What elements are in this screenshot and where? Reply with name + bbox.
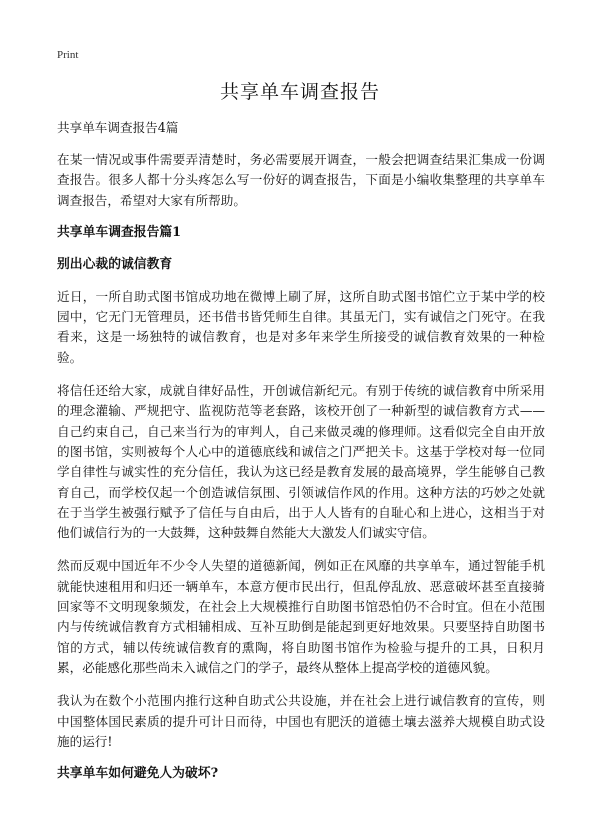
body-paragraph-2: 将信任还给大家，成就自律好品性，开创诚信新纪元。有别于传统的诚信教育中所采用的理念灌输、严规把守、监视防范等老套路，该校开创了一种新型的诚信教育方式——自己约束自己，自己来当行为的审判人，自己来做灵魂的修理师。这看似完全自由开放的图书馆，实则被每个人心中的道德底线和诚信之门严把关卡。这基于学校对每一位同学自律性与诚实性的充分信任，我认为这已经是教育发展的最高境界，学生能够自己教育自己，而学校仅起一个创造诚信氛围、引领诚信作风的作用。这种方法的巧妙之处就在于当学生被强行赋予了信任与自由后，出于人人皆有的自耻心和上进心，这相当于对他们诚信行为的一大鼓舞，这种鼓舞自然能大大激发人们诚实守信。 <box>57 383 545 541</box>
document-subtitle: 共享单车调查报告4篇 <box>57 120 179 135</box>
body-paragraph-1: 近日，一所自助式图书馆成功地在微博上刷了屏，这所自助式图书馆伫立于某中学的校园中，它无门无管理员，还书借书皆凭师生自律。其虽无门，实有诚信之门死守。在我看来，这是一场独特的诚信教育，也是对多年来学生所接受的诚信教育效果的一种检验。 <box>57 288 545 365</box>
document-body <box>57 118 545 784</box>
section-2-heading: 共享单车如何避免人为破坏? <box>57 766 219 782</box>
document-title: 共享单车调查报告 <box>219 81 380 103</box>
print-link[interactable]: Print <box>57 49 79 61</box>
section-1-heading: 共享单车调查报告篇1 <box>57 224 182 240</box>
body-paragraph-3: 然而反观中国近年不少令人失望的道德新闻，例如正在风靡的共享单车，通过智能手机就能快速租用和归还一辆单车，本意方便市民出行，但乱停乱放、恶意破坏甚至直接骑回家等不文明现象频发，在社会上大规模推行自助图书馆恐怕仍不合时宜。但在小范围内与传统诚信教育方式相辅相成、互补互助倒是能起到更好地效果。只要坚持自助图书馆的方式，辅以传统诚信教育的熏陶，将自助图书馆作为检验与提升的工具，日积月累，必能感化那些尚未入诚信之门的学子，最终从整体上提高学校的道德风貌。 <box>57 558 545 675</box>
section-1-subheading: 别出心裁的诚信教育 <box>57 256 173 272</box>
intro-paragraph: 在某一情况或事件需要弄清楚时，务必需要展开调查，一般会把调查结果汇集成一份调查报告。很多人都十分头疼怎么写一份好的调查报告，下面是小编收集整理的共享单车调查报告，希望对大家有所帮助。 <box>57 152 545 208</box>
body-paragraph-4: 我认为在数个小范围内推行这种自助式公共设施，并在社会上进行诚信教育的宣传，则中国整体国民素质的提升可计日而待，中国也有肥沃的道德土壤去滋养大规模自助式设施的运行! <box>57 693 545 749</box>
